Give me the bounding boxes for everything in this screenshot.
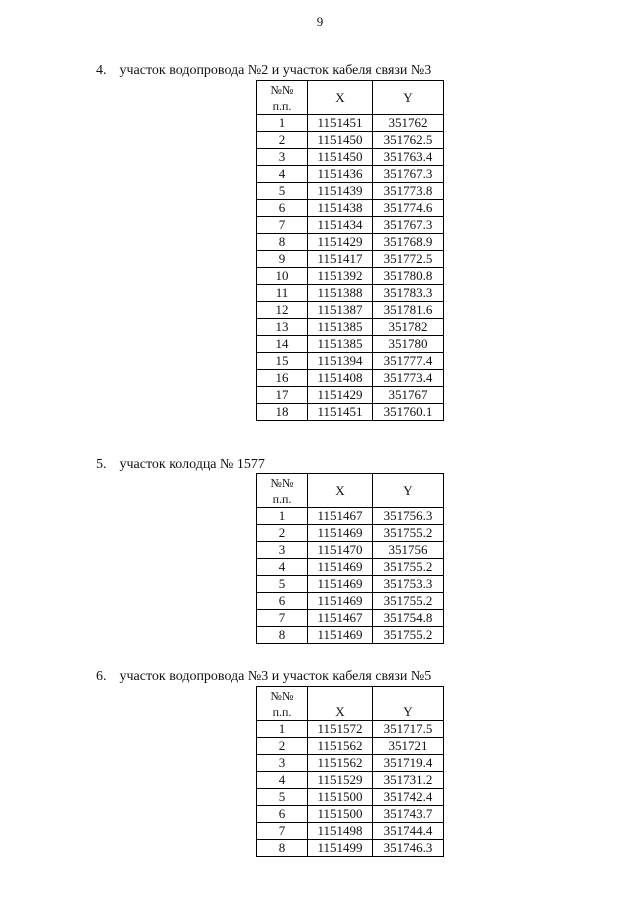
cell-number: 12	[257, 302, 308, 319]
cell-y: 351721	[373, 738, 444, 755]
cell-y: 351762.5	[373, 132, 444, 149]
cell-x: 1151408	[308, 370, 373, 387]
cell-x: 1151436	[308, 166, 373, 183]
table-row	[257, 132, 444, 149]
cell-x: 1151450	[308, 149, 373, 166]
table-row	[257, 183, 444, 200]
cell-y: 351773.8	[373, 183, 444, 200]
cell-y: 351782	[373, 319, 444, 336]
cell-number: 6	[257, 593, 308, 610]
cell-number: 1	[257, 115, 308, 132]
table-row	[257, 115, 444, 132]
cell-x: 1151451	[308, 404, 373, 421]
cell-x: 1151469	[308, 525, 373, 542]
cell-number: 5	[257, 183, 308, 200]
cell-x: 1151417	[308, 251, 373, 268]
table-row	[257, 200, 444, 217]
header-x: X	[308, 687, 373, 721]
cell-y: 351742.4	[373, 789, 444, 806]
header-number	[257, 81, 308, 115]
cell-y: 351719.4	[373, 755, 444, 772]
cell-x: 1151562	[308, 738, 373, 755]
cell-x: 1151469	[308, 627, 373, 644]
cell-x: 1151500	[308, 806, 373, 823]
cell-y: 351780.8	[373, 268, 444, 285]
cell-number: 8	[257, 234, 308, 251]
table-row	[257, 738, 444, 755]
cell-number: 8	[257, 627, 308, 644]
table-row	[257, 319, 444, 336]
header-number	[257, 474, 308, 508]
cell-x: 1151429	[308, 387, 373, 404]
cell-number: 2	[257, 525, 308, 542]
table-row	[257, 610, 444, 627]
cell-x: 1151385	[308, 336, 373, 353]
cell-x: 1151439	[308, 183, 373, 200]
cell-x: 1151434	[308, 217, 373, 234]
table-row	[257, 755, 444, 772]
cell-y: 351773.4	[373, 370, 444, 387]
table-row	[257, 806, 444, 823]
section-heading-5	[96, 457, 265, 473]
cell-number: 1	[257, 508, 308, 525]
table-row	[257, 542, 444, 559]
cell-number: 8	[257, 840, 308, 857]
cell-x: 1151572	[308, 721, 373, 738]
header-y: Y	[373, 687, 444, 721]
section-heading-4	[96, 63, 431, 79]
cell-y: 351762	[373, 115, 444, 132]
table-row	[257, 721, 444, 738]
table-row	[257, 217, 444, 234]
cell-number: 3	[257, 755, 308, 772]
cell-y: 351780	[373, 336, 444, 353]
cell-number: 2	[257, 738, 308, 755]
section-number: 6.	[96, 669, 107, 684]
cell-x: 1151451	[308, 115, 373, 132]
cell-x: 1151387	[308, 302, 373, 319]
cell-x: 1151388	[308, 285, 373, 302]
cell-y: 351774.6	[373, 200, 444, 217]
cell-x: 1151469	[308, 559, 373, 576]
header-number-line2: п.п.	[272, 704, 292, 719]
cell-y: 351772.5	[373, 251, 444, 268]
cell-y: 351767.3	[373, 166, 444, 183]
cell-x: 1151392	[308, 268, 373, 285]
cell-x: 1151498	[308, 823, 373, 840]
table-row	[257, 840, 444, 857]
cell-x: 1151450	[308, 132, 373, 149]
cell-number: 14	[257, 336, 308, 353]
cell-number: 5	[257, 789, 308, 806]
table-row	[257, 285, 444, 302]
cell-y: 351755.2	[373, 559, 444, 576]
cell-number: 5	[257, 576, 308, 593]
table-row	[257, 404, 444, 421]
section-number: 4.	[96, 63, 107, 78]
table-row	[257, 234, 444, 251]
cell-number: 4	[257, 772, 308, 789]
table-row	[257, 387, 444, 404]
table-row	[257, 789, 444, 806]
header-number-line1: №№	[270, 688, 294, 703]
table-row	[257, 823, 444, 840]
cell-number: 3	[257, 542, 308, 559]
table-row	[257, 772, 444, 789]
table-row	[257, 559, 444, 576]
section-title: участок водопровода №2 и участок кабеля связи №3	[119, 63, 432, 78]
cell-x: 1151562	[308, 755, 373, 772]
cell-y: 351760.1	[373, 404, 444, 421]
cell-number: 15	[257, 353, 308, 370]
cell-x: 1151467	[308, 610, 373, 627]
header-number-line1: №№	[270, 82, 294, 97]
cell-x: 1151467	[308, 508, 373, 525]
table-row	[257, 508, 444, 525]
cell-number: 4	[257, 559, 308, 576]
table-row	[257, 149, 444, 166]
cell-y: 351756	[373, 542, 444, 559]
cell-x: 1151385	[308, 319, 373, 336]
table-row	[257, 302, 444, 319]
header-y: Y	[373, 81, 444, 115]
cell-number: 13	[257, 319, 308, 336]
cell-x: 1151469	[308, 593, 373, 610]
header-number-line1: №№	[270, 475, 294, 490]
cell-y: 351744.4	[373, 823, 444, 840]
coordinates-table-6	[256, 686, 444, 857]
table-row	[257, 336, 444, 353]
cell-y: 351777.4	[373, 353, 444, 370]
header-number-line2: п.п.	[272, 98, 292, 113]
cell-x: 1151469	[308, 576, 373, 593]
cell-number: 6	[257, 200, 308, 217]
cell-number: 17	[257, 387, 308, 404]
cell-y: 351767	[373, 387, 444, 404]
table-row	[257, 593, 444, 610]
cell-y: 351717.5	[373, 721, 444, 738]
coordinates-table-5	[256, 473, 444, 644]
table-row	[257, 166, 444, 183]
cell-number: 11	[257, 285, 308, 302]
section-heading-6	[96, 669, 431, 685]
table-row	[257, 268, 444, 285]
coordinates-table-4	[256, 80, 444, 421]
cell-x: 1151394	[308, 353, 373, 370]
cell-x: 1151470	[308, 542, 373, 559]
cell-x: 1151529	[308, 772, 373, 789]
cell-number: 10	[257, 268, 308, 285]
table-row	[257, 627, 444, 644]
cell-y: 351767.3	[373, 217, 444, 234]
table-row	[257, 353, 444, 370]
cell-y: 351746.3	[373, 840, 444, 857]
cell-y: 351754.8	[373, 610, 444, 627]
cell-number: 7	[257, 823, 308, 840]
cell-x: 1151429	[308, 234, 373, 251]
table-row	[257, 251, 444, 268]
cell-y: 351731.2	[373, 772, 444, 789]
cell-y: 351768.9	[373, 234, 444, 251]
section-title: участок колодца № 1577	[119, 457, 265, 472]
cell-y: 351755.2	[373, 627, 444, 644]
table-row	[257, 525, 444, 542]
cell-number: 2	[257, 132, 308, 149]
cell-y: 351763.4	[373, 149, 444, 166]
cell-number: 18	[257, 404, 308, 421]
cell-y: 351743.7	[373, 806, 444, 823]
section-number: 5.	[96, 457, 107, 472]
cell-y: 351755.2	[373, 525, 444, 542]
page-number: 9	[316, 14, 324, 29]
table-row	[257, 576, 444, 593]
cell-number: 7	[257, 610, 308, 627]
header-x: X	[308, 474, 373, 508]
section-title: участок водопровода №3 и участок кабеля связи №5	[119, 669, 432, 684]
cell-number: 9	[257, 251, 308, 268]
header-y: Y	[373, 474, 444, 508]
table-row	[257, 370, 444, 387]
cell-y: 351783.3	[373, 285, 444, 302]
header-number	[257, 687, 308, 721]
header-number-line2: п.п.	[272, 491, 292, 506]
header-x: X	[308, 81, 373, 115]
cell-y: 351756.3	[373, 508, 444, 525]
cell-y: 351755.2	[373, 593, 444, 610]
cell-x: 1151499	[308, 840, 373, 857]
cell-number: 1	[257, 721, 308, 738]
cell-x: 1151500	[308, 789, 373, 806]
cell-number: 7	[257, 217, 308, 234]
cell-y: 351781.6	[373, 302, 444, 319]
cell-y: 351753.3	[373, 576, 444, 593]
cell-number: 4	[257, 166, 308, 183]
cell-x: 1151438	[308, 200, 373, 217]
cell-number: 6	[257, 806, 308, 823]
cell-number: 3	[257, 149, 308, 166]
cell-number: 16	[257, 370, 308, 387]
